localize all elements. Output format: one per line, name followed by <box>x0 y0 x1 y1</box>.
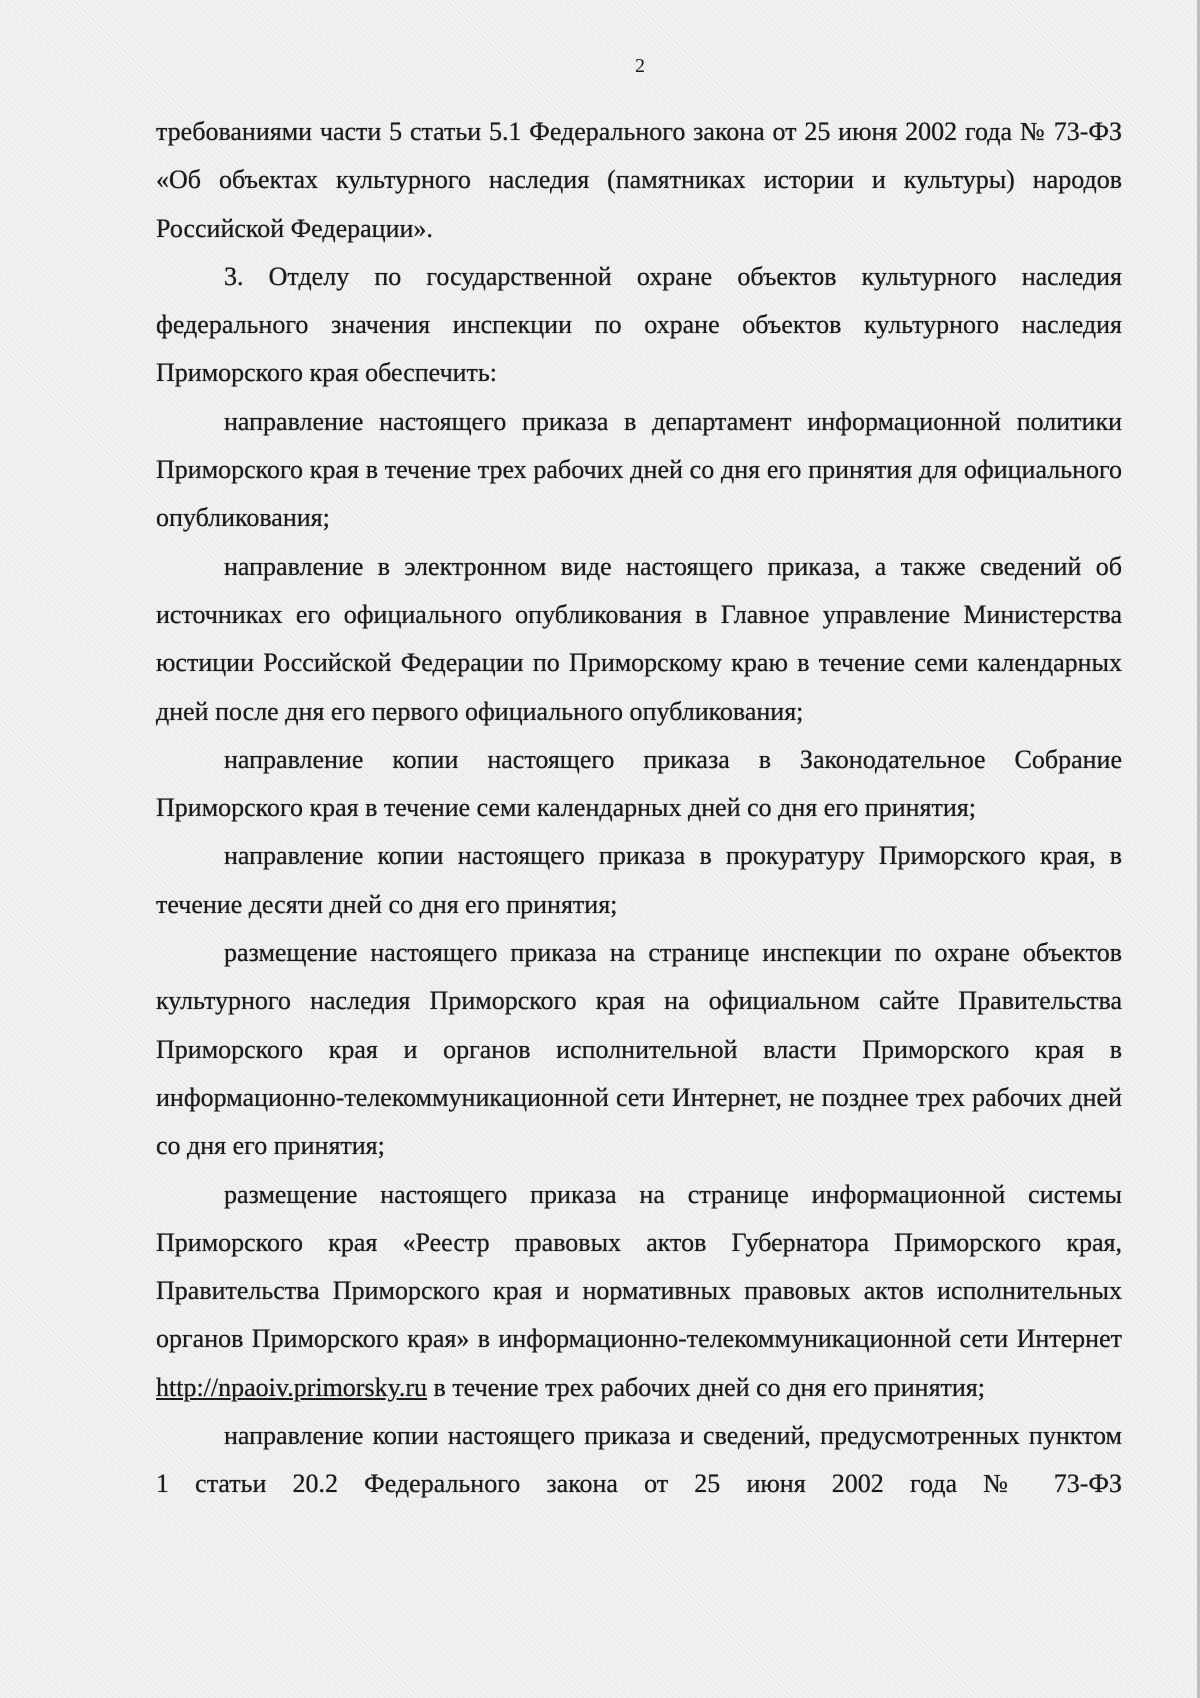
paragraph-ministry-justice: направление в электронном виде настоящего приказа, а также сведений об источниках его официального опубликования в Главное управление Министерства юстиции Российской Федерации по Приморскому краю в течение семи календарных дней после дня его первого официального опубликования; <box>156 551 1122 726</box>
paragraph-registry <box>156 1171 1122 1412</box>
page-number: 2 <box>635 55 645 77</box>
paragraph-prosecutor: направление копии настоящего приказа в прокуратуру Приморского края, в течение десяти дней со дня его принятия; <box>156 841 1122 919</box>
registry-text-after: в течение трех рабочих дней со дня его принятия; <box>433 1372 985 1402</box>
registry-link[interactable]: http://npaoiv.primorsky.ru <box>156 1372 428 1402</box>
paragraph-item-3: 3. Отделу по государственной охране объектов культурного наследия федерального значения инспекции по охране объектов культурного наследия Приморского края обеспечить: <box>156 261 1122 388</box>
registry-text-before: размещение настоящего приказа на странице информационной системы Приморского края «Реестр правовых актов Губернатора Приморского края, Правительства Приморского края и нормативных правовых актов исполнительных органов Приморского края» в информационно-телекоммуникационной сети Интернет <box>156 1179 1122 1354</box>
paragraph-official-site: размещение настоящего приказа на странице инспекции по охране объектов культурного наследия Приморского края на официальном сайте Правительства Приморского края и органов исполнительной власти Приморского края в информационно-телекоммуникационной сети Интернет, не позднее трех рабочих дней со дня его принятия; <box>156 938 1122 1161</box>
paragraph-continuation: требованиями части 5 статьи 5.1 Федерального закона от 25 июня 2002 года № 73-ФЗ «Об объектах культурного наследия (памятниках истории и культуры) народов Российской Федерации». <box>156 117 1122 243</box>
paragraph-info-policy: направление настоящего приказа в департамент информационной политики Приморского края в течение трех рабочих дней со дня его принятия для официального опубликования; <box>156 406 1122 533</box>
document-body <box>156 108 1122 1509</box>
paragraph-copy-article: направление копии настоящего приказа и сведений, предусмотренных пунктом 1 статьи 20.2 Федерального закона от 25 июня 2002 года № 73-ФЗ <box>156 1421 1122 1499</box>
paragraph-legislative-assembly: направление копии настоящего приказа в Законодательное Собрание Приморского края в течение семи календарных дней со дня его принятия; <box>156 744 1122 823</box>
